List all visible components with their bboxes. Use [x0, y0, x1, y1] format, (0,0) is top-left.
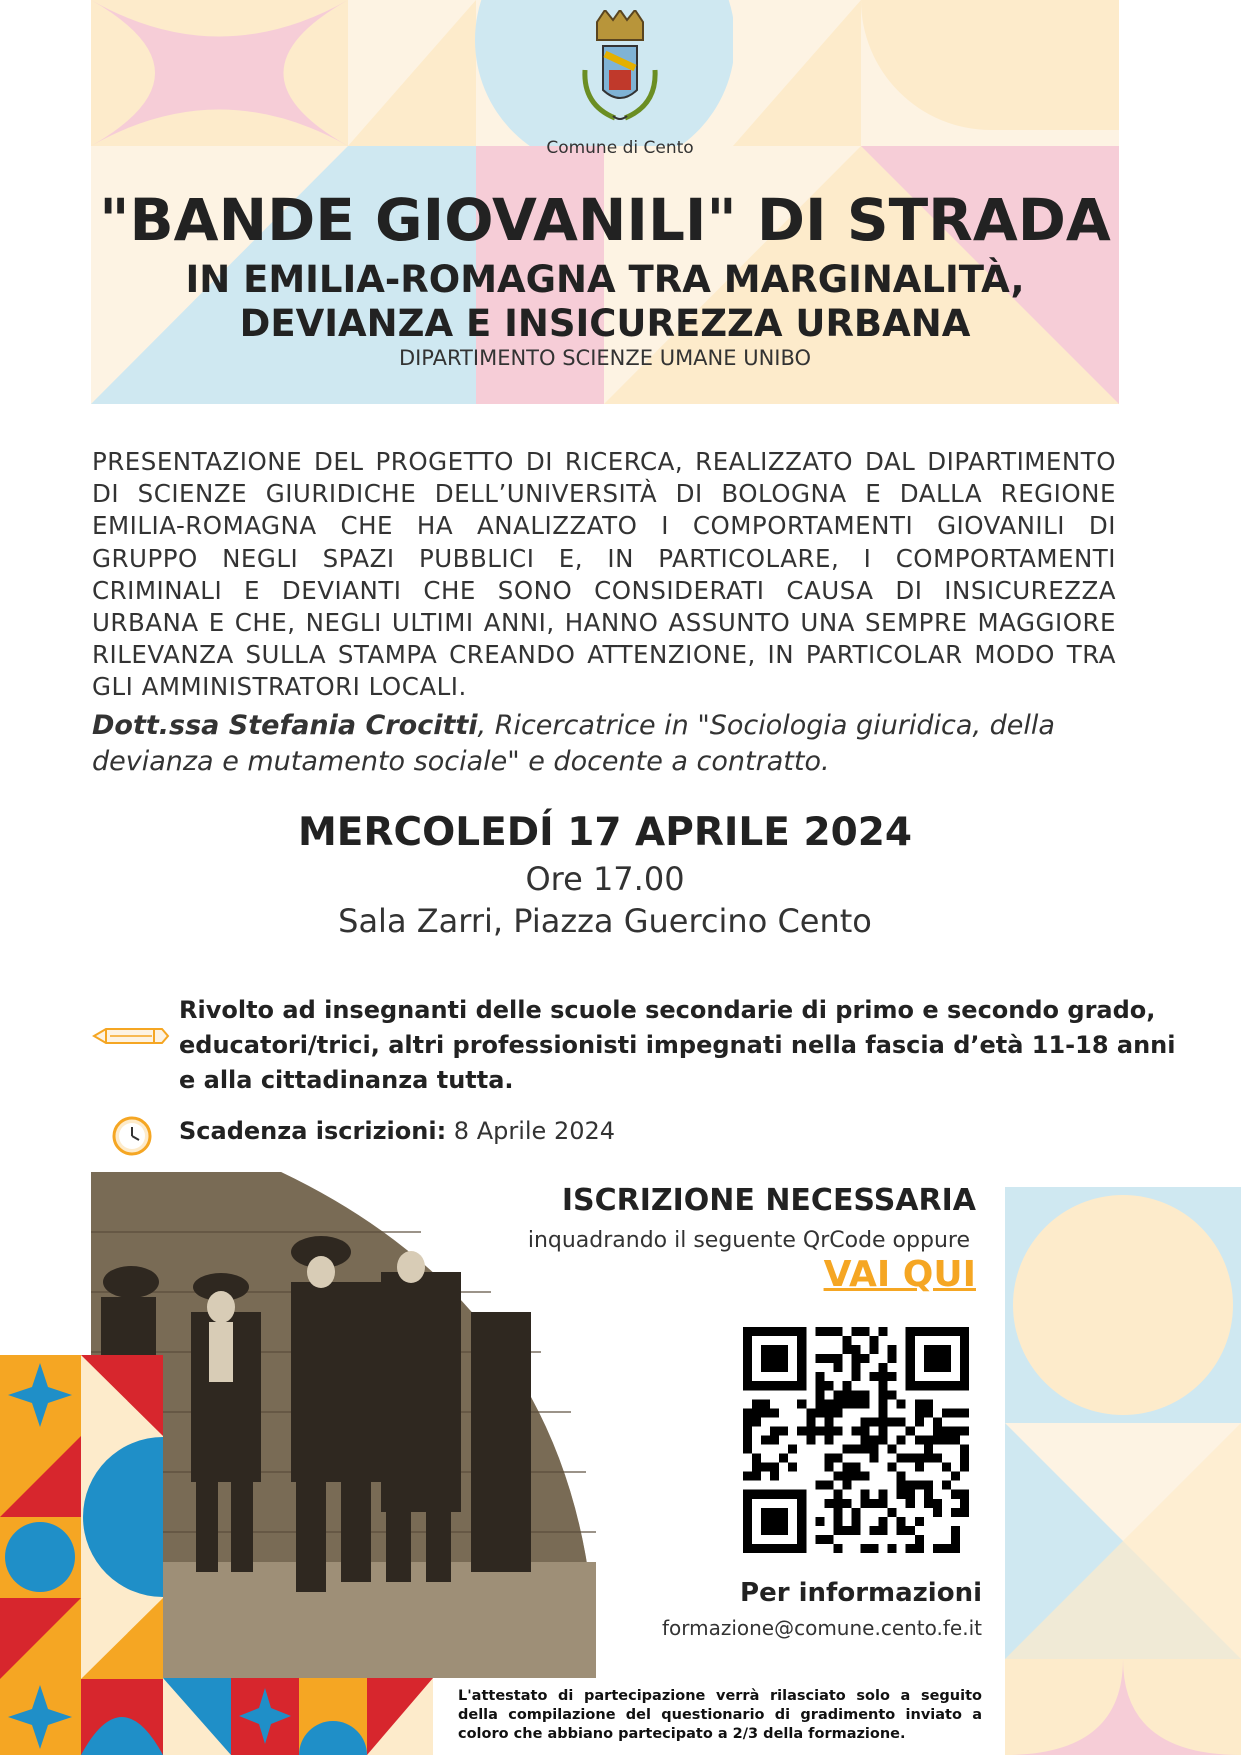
pencil-icon: [92, 1026, 170, 1046]
speaker-info: [92, 708, 1116, 780]
registration-link[interactable]: VAI QUI: [823, 1254, 976, 1295]
event-subtitle: [91, 258, 1119, 346]
event-place: Sala Zarri, Piazza Guercino Cento: [338, 902, 872, 940]
info-title: Per informazioni: [740, 1578, 982, 1608]
event-date: MERCOLEDÍ 17 APRILE 2024: [298, 810, 912, 855]
registration-title: ISCRIZIONE NECESSARIA: [561, 1183, 976, 1218]
department-label: DIPARTIMENTO SCIENZE UMANE UNIBO: [398, 346, 812, 370]
speaker-name: Dott.ssa Stefania Crocitti: [92, 710, 478, 741]
deadline-label: Scadenza iscrizioni:: [179, 1117, 447, 1145]
subtitle-line: IN EMILIA-ROMAGNA TRA MARGINALITÀ,: [185, 258, 1025, 301]
subtitle-line: DEVIANZA E INSICUREZZA URBANA: [239, 302, 971, 345]
info-email[interactable]: formazione@comune.cento.fe.it: [661, 1616, 982, 1640]
event-title: "BANDE GIOVANILI" DI STRADA: [99, 186, 1111, 254]
decorative-pattern-bottom: [163, 1678, 433, 1755]
registration-subtitle: inquadrando il seguente QrCode oppure: [527, 1228, 970, 1253]
audience-text: Rivolto ad insegnanti delle scuole secondarie di primo e secondo grado, educatori/trici, altri professionisti impegnati nella fascia d’età 11-18 anni e alla cittadinanza tutta.: [179, 996, 1176, 1094]
event-time: Ore 17.00: [525, 860, 685, 898]
clock-icon: [112, 1116, 152, 1156]
qr-code[interactable]: [743, 1327, 969, 1553]
comune-label: Comune di Cento: [546, 138, 694, 158]
deadline-value: 8 Aprile 2024: [446, 1117, 616, 1145]
decorative-pattern-left: [0, 1355, 163, 1755]
registration-deadline: [179, 1117, 615, 1145]
speaker-role: , Ricercatrice in "Sociologia giuridica, della devianza e mutamento sociale" e docente a contratto.: [92, 710, 1055, 777]
attendance-note: L'attestato di partecipazione verrà rilasciato solo a seguito della compilazione del questionario di gradimento inviato a coloro che abbiano partecipato a 2/3 della formazione.: [458, 1688, 982, 1742]
project-description: PRESENTAZIONE DEL PROGETTO DI RICERCA, REALIZZATO DAL DIPARTIMENTO DI SCIENZE GIURIDICHE DELL’UNIVERSITÀ DI BOLOGNA E DALLA REGIONE EMILIA-ROMAGNA CHE HA ANALIZZATO I COMPORTAMENTI GIOVANILI DI GRUPPO NEGLI SPAZI PUBBLICI E, IN PARTICOLARE, I COMPORTAMENTI CRIMINALI E DEVIANTI CHE SONO CONSIDERATI CAUSA DI INSICUREZZA URBANA E CHE, NEGLI ULTIMI ANNI, HANNO ASSUNTO UNA SEMPRE MAGGIORE RILEVANZA SULLA STAMPA CREANDO ATTENZIONE, IN PARTICOLAR MODO TRA GLI AMMINISTRATORI LOCALI.: [92, 447, 1116, 702]
crest-icon: [575, 10, 665, 135]
decorative-pattern-right: [1005, 1187, 1241, 1755]
